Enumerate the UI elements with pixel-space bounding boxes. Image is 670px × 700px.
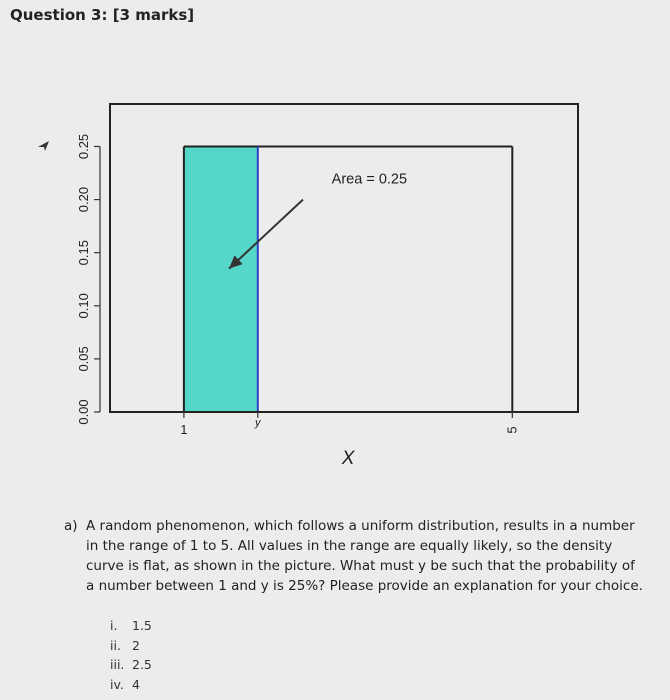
option-value: 1.5 <box>132 618 152 633</box>
y-tick-label: 0.20 <box>76 186 91 213</box>
x-tick-label: 5 <box>504 426 520 434</box>
option-number: ii. <box>110 637 121 653</box>
option-number: iv. <box>110 676 124 692</box>
option-number: i. <box>110 618 118 633</box>
x-tick-label: 1 <box>180 422 188 437</box>
option-item <box>110 655 152 675</box>
question-part-a <box>64 516 644 596</box>
y-tick-label: 0.25 <box>76 133 91 160</box>
answer-options <box>110 616 152 694</box>
option-item <box>110 616 152 636</box>
option-item <box>110 636 152 656</box>
question-label: a) <box>64 518 78 534</box>
option-value: 2 <box>132 637 140 653</box>
y-tick-label: 0.10 <box>76 293 91 319</box>
y-tick-label: 0.15 <box>76 240 91 266</box>
y-tick-label: 0.00 <box>76 399 91 425</box>
plot-frame <box>110 104 578 412</box>
x-tick-label: y <box>255 417 261 429</box>
question-heading: Question 3: [3 marks] <box>10 6 195 24</box>
option-value: 4 <box>132 676 140 692</box>
question-text: A random phenomenon, which follows a uniform distribution, results in a number in the range of 1 to 5. All values in the range are equally likely, so the density curve is flat, as shown in the picture. What must y be such that the probability of a number between 1 and y is 25%? Please provide an explanation for your choice. <box>86 518 643 594</box>
x-axis-label: X <box>341 448 355 469</box>
area-annotation-label: Area = 0.25 <box>331 171 408 188</box>
option-number: iii. <box>110 657 125 672</box>
y-tick-label: 0.05 <box>76 346 91 372</box>
shaded-area-region <box>184 146 258 412</box>
option-item <box>110 675 152 695</box>
option-value: 2.5 <box>132 657 152 672</box>
